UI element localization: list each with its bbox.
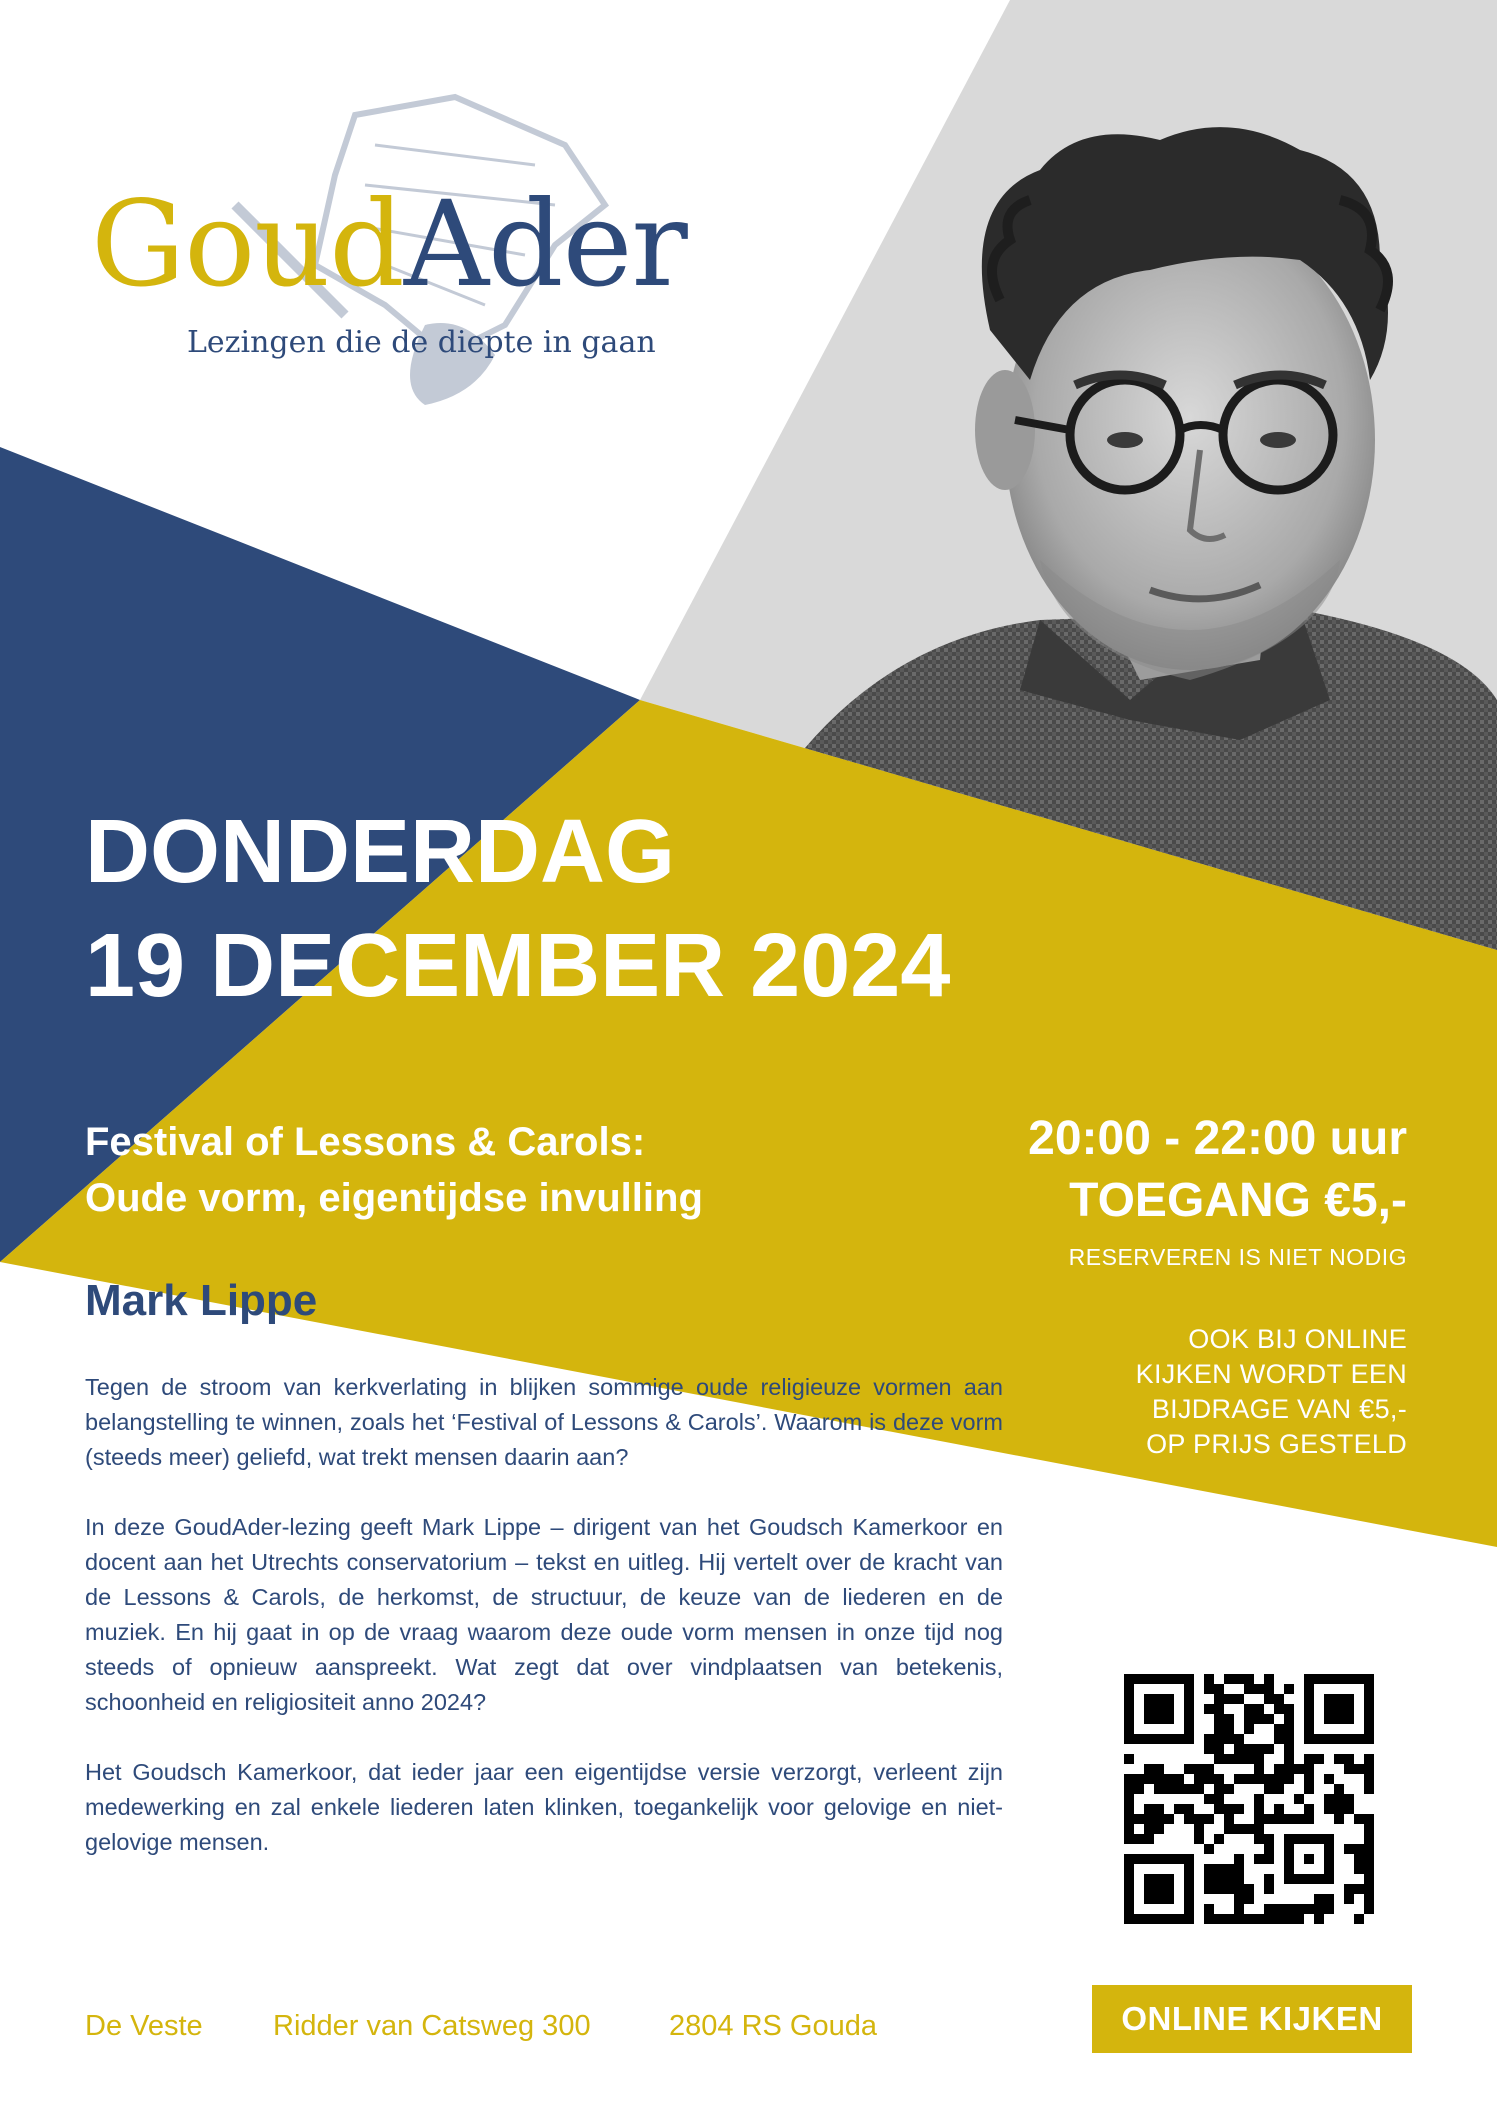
event-title-line2: Oude vorm, eigentijdse invulling xyxy=(85,1176,703,1220)
description-paragraph-1: Tegen de stroom van kerkverlating in blijken sommige oude religieuze vormen aan belangstelling te winnen, zoals het ‘Festival of Lessons & Carols’. Waarom is deze vorm (steeds meer) geliefd, wat trekt mensen daarin aan? xyxy=(85,1374,1003,1470)
headline-day: DONDERDAG xyxy=(85,802,676,902)
description-paragraph-2: In deze GoudAder-lezing geeft Mark Lippe – dirigent van het Goudsch Kamerkoor en docent aan het Utrechts conservatorium – tekst en uitleg. Hij vertelt over de kracht van de Lessons & Carols, de herkomst, de structuur, de keuze van de liederen en de muziek. En hij gaat in op de vraag waarom deze oude vorm mensen in onze tijd nog steeds of opnieuw aanspreekt. Wat zegt dat over vindplaatsen van betekenis, schoonheid en religiositeit anno 2024? xyxy=(85,1514,1003,1715)
online-note-line2: KIJKEN WORDT EEN xyxy=(1135,1359,1407,1389)
event-title-line1: Festival of Lessons & Carols: xyxy=(85,1120,646,1164)
watch-online-button[interactable]: ONLINE KIJKEN xyxy=(1092,1985,1412,2053)
reservation-note: RESERVEREN IS NIET NODIG xyxy=(1068,1244,1407,1270)
event-info xyxy=(1028,1108,1407,1462)
event-price: TOEGANG €5,- xyxy=(1069,1174,1407,1227)
goudader-logo xyxy=(85,85,765,415)
logo-ader: Ader xyxy=(403,175,687,313)
qr-code-icon[interactable] xyxy=(1124,1674,1374,1924)
venue-street: Ridder van Catsweg 300 xyxy=(273,2010,591,2042)
headline-date: 19 DECEMBER 2024 xyxy=(85,916,951,1016)
speaker-name: Mark Lippe xyxy=(85,1276,318,1325)
event-date-headline xyxy=(85,795,950,1023)
logo-goud: Goud xyxy=(91,175,404,313)
online-contribution-note xyxy=(1028,1322,1407,1462)
description-paragraph-3: Het Goudsch Kamerkoor, dat ieder jaar een eigentijdse versie verzorgt, verleent zijn medewerking en zal enkele liederen laten klinken, toegankelijk voor gelovige en niet-gelovige mensen. xyxy=(85,1759,1003,1855)
event-time: 20:00 - 22:00 uur xyxy=(1028,1112,1407,1165)
online-note-line3: BIJDRAGE VAN €5,- xyxy=(1151,1394,1407,1424)
online-note-line1: OOK BIJ ONLINE xyxy=(1188,1324,1407,1354)
logo-tagline: Lezingen die de diepte in gaan xyxy=(187,325,656,360)
venue-city: 2804 RS Gouda xyxy=(669,2010,877,2042)
event-description xyxy=(85,1370,1003,1895)
event-title xyxy=(85,1114,703,1226)
online-note-line4: OP PRIJS GESTELD xyxy=(1146,1429,1407,1459)
venue-address xyxy=(85,2010,877,2043)
venue-name: De Veste xyxy=(85,2010,203,2042)
